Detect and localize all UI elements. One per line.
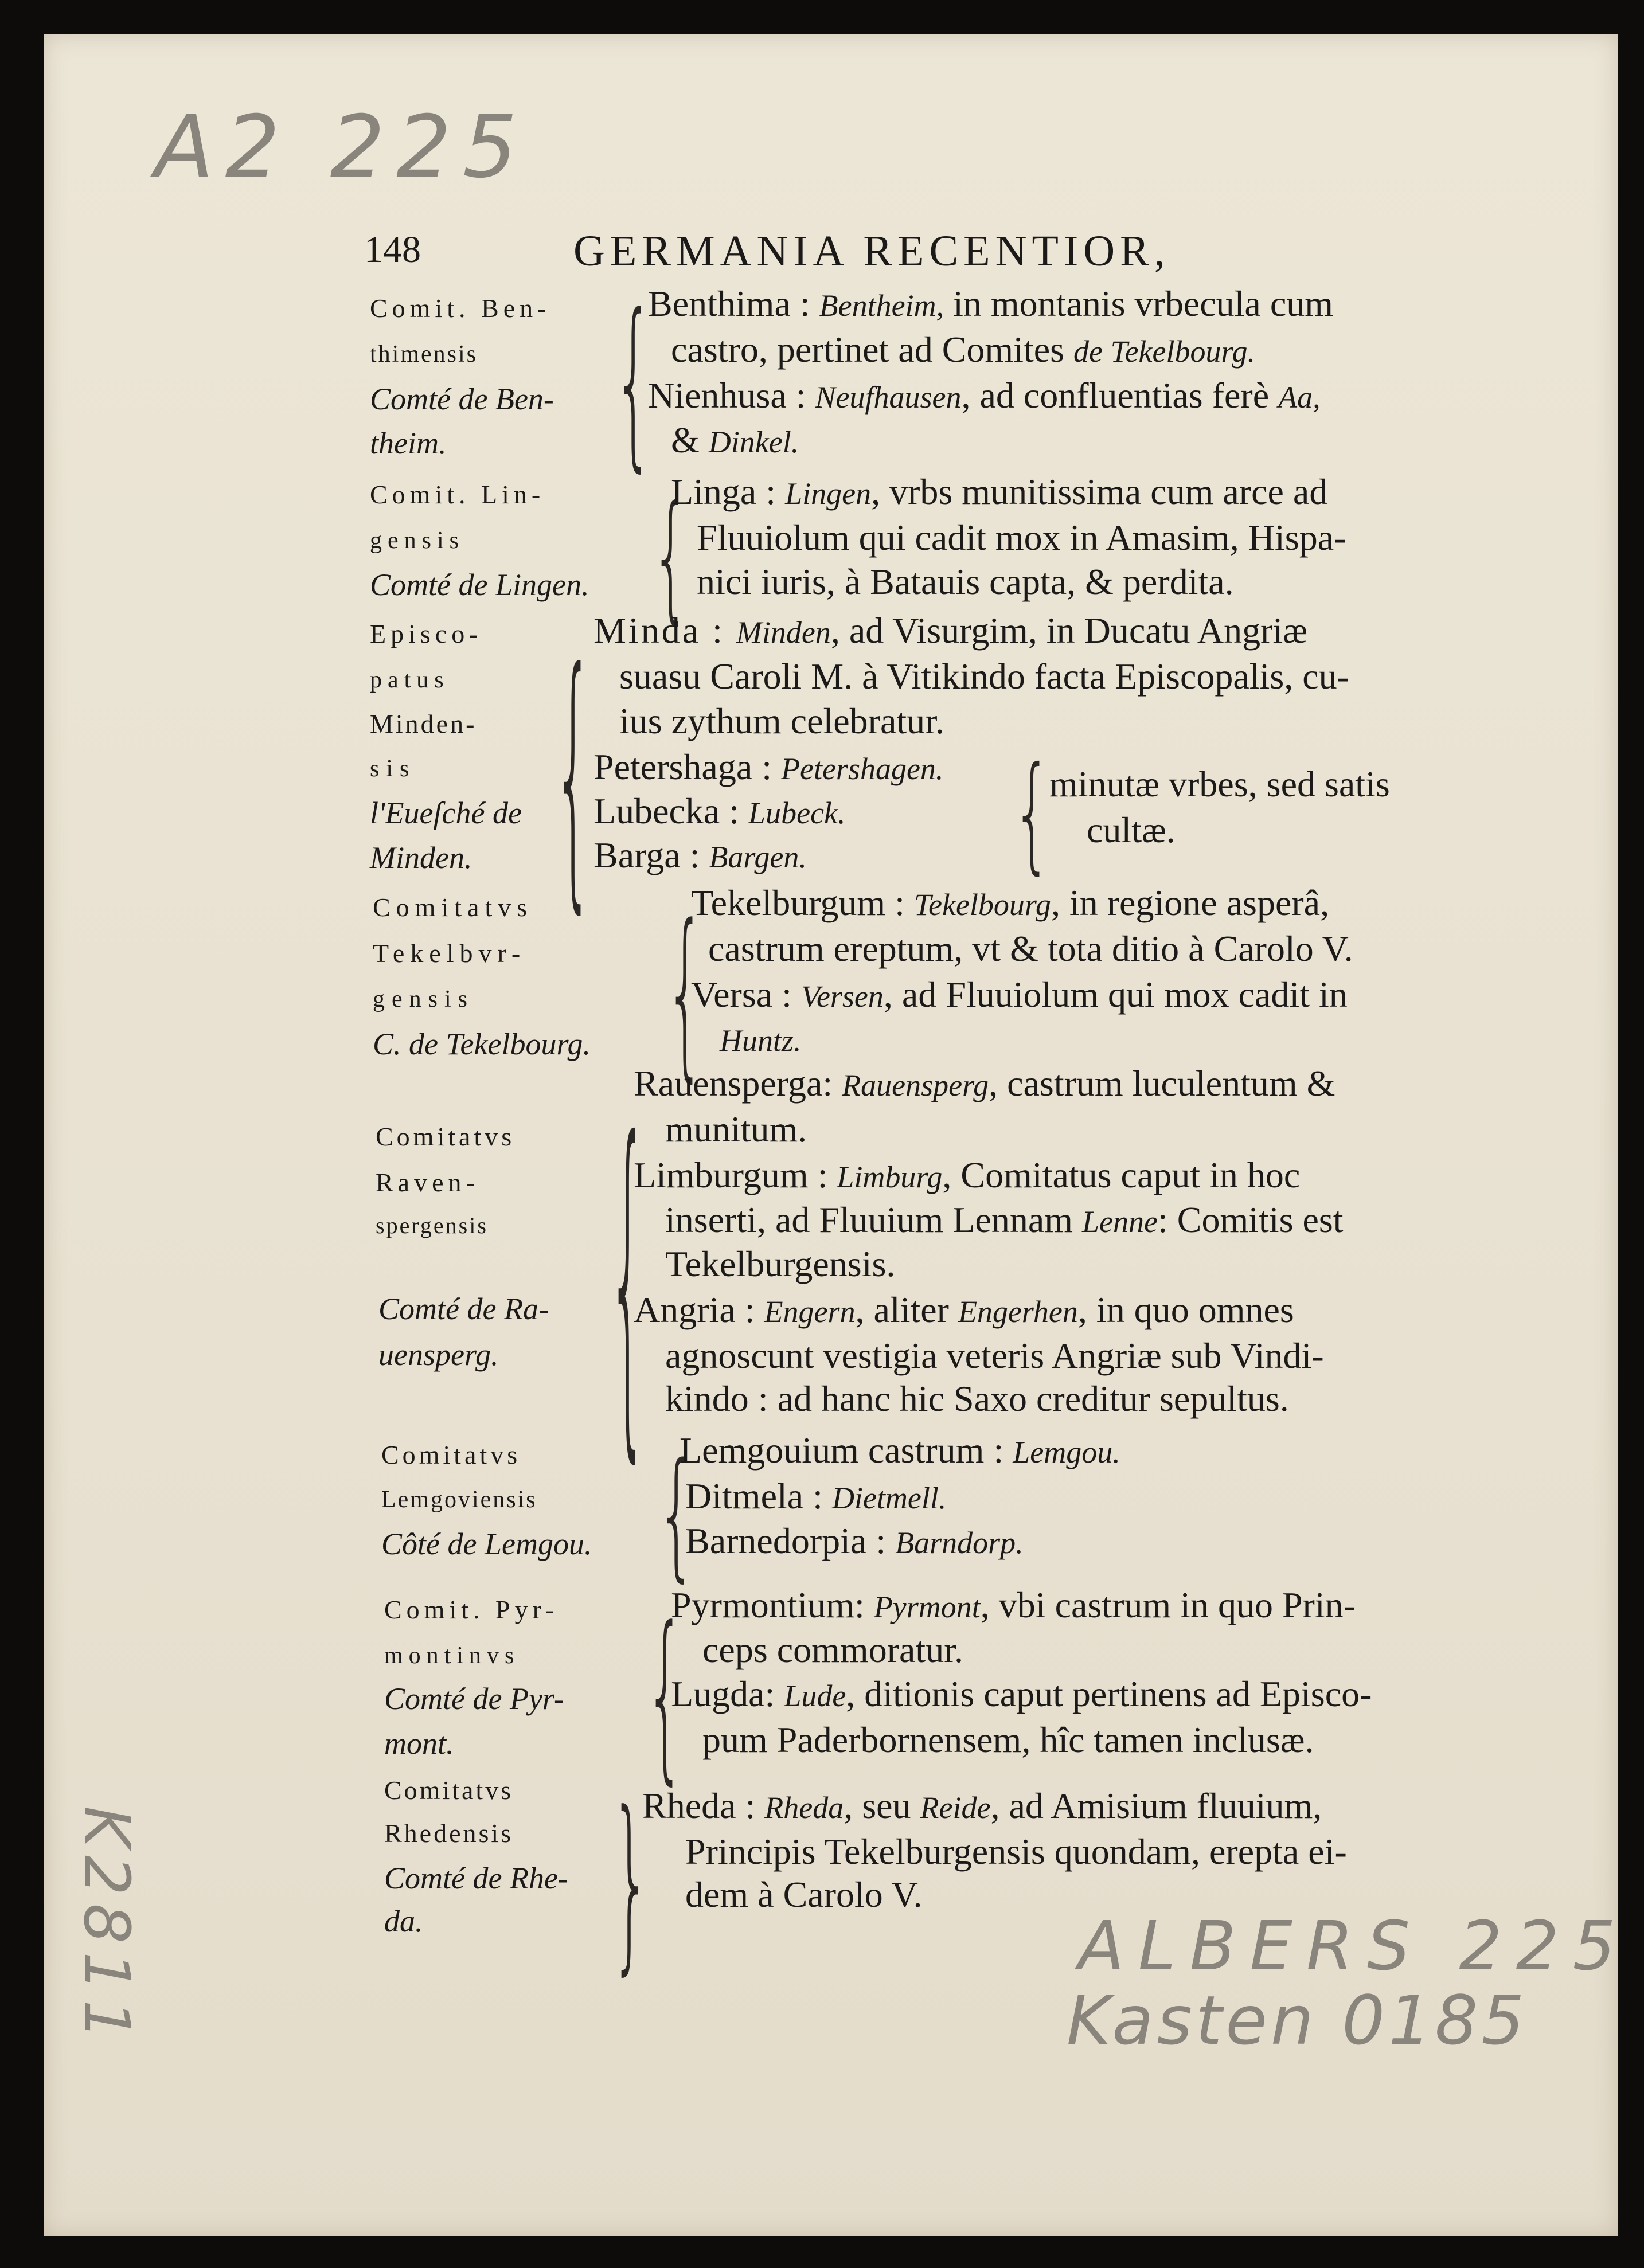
entry-left-line: spergensis <box>376 1213 488 1238</box>
curly-brace: { <box>657 1433 697 1595</box>
entry-text-line: ceps commoratur. <box>702 1629 963 1670</box>
entry-left-line: thimensis <box>370 341 478 367</box>
entry-left-line: uensperg. <box>378 1338 499 1372</box>
entry-text-line: Principis Tekelburgensis quondam, erepta ei- <box>685 1831 1347 1872</box>
entry-left-line: Comté de Pyr- <box>384 1682 564 1716</box>
entry-left-line: Raven- <box>376 1168 479 1197</box>
entry-left-line: Comté de Ra- <box>378 1292 549 1326</box>
entry-text-line: Lubecka : Lubeck. <box>593 791 846 831</box>
entry-text-line: Lemgouium castrum : Lemgou. <box>680 1430 1120 1471</box>
entry-left-line: Rhedensis <box>384 1819 514 1848</box>
entry-text-line: agnoscunt vestigia veteris Angriæ sub Vindi- <box>665 1335 1324 1376</box>
entry-left-line: Comit. Pyr- <box>384 1595 559 1624</box>
entry-left-line: l'Eueſché de <box>370 796 522 830</box>
entry-text-line: Benthima : Bentheim, in montanis vrbecula cum <box>648 283 1333 324</box>
curly-brace: } <box>611 1772 651 1992</box>
entry-left-line: Minden- <box>370 709 477 738</box>
entry-left-line: mont. <box>384 1726 454 1761</box>
entry-left-line: Episco- <box>370 619 483 648</box>
entry-left-line: C. de Tekelbourg. <box>373 1027 591 1061</box>
entry-left-line: theim. <box>370 426 447 460</box>
entry-left-line: Comit. Lin- <box>370 480 545 509</box>
entry-text-line: Minda : Minden, ad Visurgim, in Ducatu Angriæ <box>593 610 1307 651</box>
entry-text-line: Rheda : Rheda, seu Reide, ad Amisium fluuium, <box>642 1785 1322 1826</box>
page-number: 148 <box>364 229 421 271</box>
entry-text-line: ius zythum celebratur. <box>619 701 944 741</box>
entry-text-line: Linga : Lingen, vrbs munitissima cum arce ad <box>671 471 1328 512</box>
curly-brace: { <box>665 886 705 1099</box>
curly-brace: { <box>553 613 593 937</box>
entry-left-line: Lemgoviensis <box>381 1487 537 1513</box>
entry-text-line: castro, pertinet ad Comites de Tekelbourg. <box>671 329 1255 370</box>
entry-text-line: kindo : ad hanc hic Saxo creditur sepultus. <box>665 1378 1289 1419</box>
entry-text-line: Angria : Engern, aliter Engerhen, in quo omnes <box>634 1289 1294 1330</box>
shelfmark-vertical: K2811 <box>70 1806 143 2048</box>
side-note-line: cultæ. <box>1087 810 1176 850</box>
entry-text-line: dem à Carolo V. <box>685 1874 923 1915</box>
running-title: GERMANIA RECENTIOR, <box>573 227 1170 275</box>
shelfmark-bottom-line-2: Kasten 0185 <box>1067 1981 1528 2060</box>
entry-text-line: castrum ereptum, vt & tota ditio à Carolo V. <box>708 928 1353 969</box>
entry-text-line: munitum. <box>665 1109 807 1149</box>
entry-left-line: Comitatvs <box>373 893 533 922</box>
entry-left-line: gensis <box>373 986 474 1012</box>
entry-left-line: da. <box>384 1904 423 1938</box>
entry-text-line: Versa : Versen, ad Fluuiolum qui mox cadit in <box>691 974 1348 1015</box>
entry-text-line: Huntz. <box>720 1023 802 1058</box>
entry-text-line: Tekelburgum : Tekelbourg, in regione asperâ, <box>691 882 1330 923</box>
entry-text-line: Fluuiolum qui cadit mox in Amasim, Hispa- <box>697 517 1346 558</box>
entry-left-line: Comté de Lingen. <box>370 568 589 602</box>
entry-left-line: Comté de Ben- <box>370 382 554 416</box>
curly-brace: { <box>1012 740 1052 886</box>
entry-text-line: Petershaga : Petershagen. <box>593 746 944 787</box>
entry-left-line: Tekelbvr- <box>373 939 526 968</box>
entry-text-line: Ditmela : Dietmell. <box>685 1476 947 1516</box>
entry-left-line: patus <box>370 667 450 693</box>
entry-left-line: sis <box>370 756 416 782</box>
entry-text-line: Limburgum : Limburg, Comitatus caput in hoc <box>634 1155 1301 1195</box>
entry-left-line: Comitatvs <box>376 1122 516 1151</box>
entry-text-line: nici iuris, à Batauis capta, & perdita. <box>697 561 1234 602</box>
curly-brace: { <box>614 275 654 488</box>
shelfmark-top-left: A2 225 <box>155 97 529 197</box>
entry-text-line: Lugda: Lude, ditionis caput pertinens ad Episco- <box>671 1673 1372 1714</box>
entry-left-line: Minden. <box>370 840 472 875</box>
entry-left-line: gensis <box>370 527 464 554</box>
entry-text-line: Rauensperga: Rauensperg, castrum luculentum & <box>634 1063 1335 1104</box>
curly-brace: { <box>645 1588 685 1801</box>
entry-left-line: montinvs <box>384 1643 520 1669</box>
entry-text-line: inserti, ad Fluuium Lennam Lenne: Comitis est <box>665 1199 1344 1240</box>
entry-text-line: Barga : Bargen. <box>593 835 807 875</box>
curly-brace: { <box>608 1066 648 1492</box>
side-note-line: minutæ vrbes, sed satis <box>1049 764 1390 804</box>
entry-text-line: Barnedorpia : Barndorp. <box>685 1520 1024 1561</box>
entry-left-line: Comit. Ben- <box>370 294 551 323</box>
shelfmark-bottom-line-1: ALBERS 225 <box>1078 1906 1630 1985</box>
entry-text-line: Tekelburgensis. <box>665 1244 896 1284</box>
entry-text-line: Nienhusa : Neufhausen, ad confluentias ferè Aa, <box>648 375 1321 416</box>
entry-left-line: Côté de Lemgou. <box>381 1527 592 1561</box>
entry-text-line: suasu Caroli M. à Vitikindo facta Episcopalis, cu- <box>619 656 1349 697</box>
entry-left-line: Comitatvs <box>384 1776 514 1805</box>
entry-left-line: Comté de Rhe- <box>384 1861 568 1895</box>
entry-text-line: pum Paderbornensem, hîc tamen inclusæ. <box>702 1719 1314 1760</box>
entry-text-line: & Dinkel. <box>671 420 799 460</box>
entry-text-line: Pyrmontium: Pyrmont, vbi castrum in quo Prin- <box>671 1585 1356 1625</box>
curly-brace: { <box>651 476 691 638</box>
entry-left-line: Comitatvs <box>381 1440 521 1469</box>
